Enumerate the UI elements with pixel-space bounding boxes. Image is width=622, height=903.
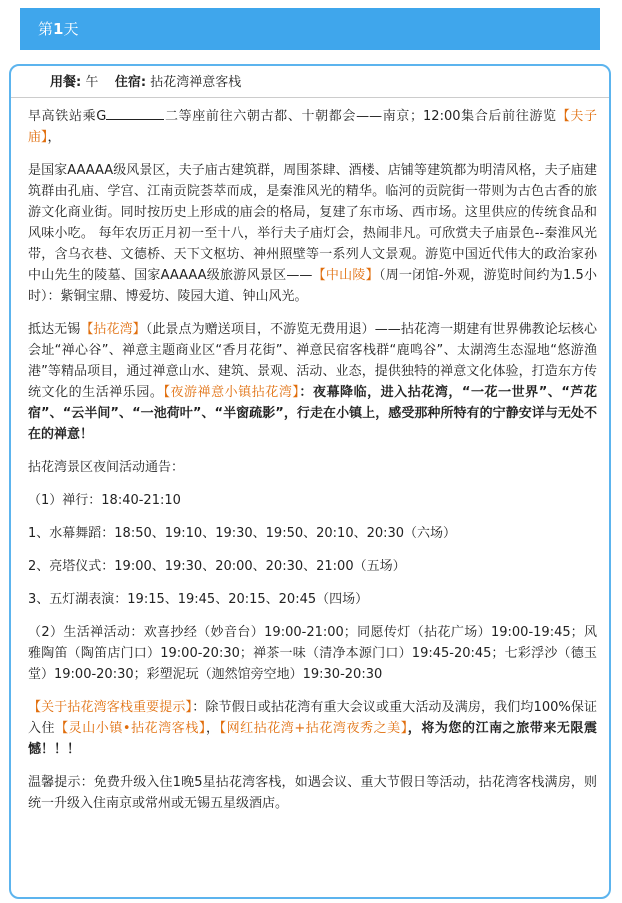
highlight-lingshan-inn: 【灵山小镇•拈花湾客栈】 xyxy=(55,721,206,736)
day-number: 1 xyxy=(53,20,64,38)
highlight-zhongshanling: 【中山陵】 xyxy=(312,268,379,283)
paragraph-lake-show: 3、五灯湖表演：19:15、19:45、20:15、20:45（四场） xyxy=(28,592,369,607)
stay-value: 拈花湾禅意客栈 xyxy=(150,75,242,90)
paragraph-tips: 温馨提示：免费升级入住1晚5星拈花湾客栈，如遇会议、重大节假日等活动，拈花湾客栈满房，则统一升级入住南京或常州或无锡五星级酒店。 xyxy=(28,775,597,811)
meal-stay-info xyxy=(50,70,597,97)
divider xyxy=(11,97,609,98)
paragraph-inn-notice: 【关于拈花湾客栈重要提示】：除节假日或拈花湾有重大会议或重大活动及满房，我们均100%保证入住【灵山小镇•拈花湾客栈】，【网红拈花湾+拈花湾夜秀之美】，将为您的江南之旅带来无限震憾！！！ xyxy=(28,700,597,757)
meal-value: 午 xyxy=(85,75,99,90)
itinerary-card xyxy=(9,64,611,899)
paragraph-zen-walk: （1）禅行：18:40-21:10 xyxy=(28,493,181,508)
stay-label: 住宿: xyxy=(114,75,147,90)
paragraph-water-dance: 1、水幕舞蹈：18:50、19:10、19:30、19:50、20:10、20:30（六场） xyxy=(28,526,457,541)
train-number-blank xyxy=(106,106,164,120)
paragraph-nianhuawan: 抵达无锡【拈花湾】（此景点为赠送项目，不游览无费用退）——拈花湾一期建有世界佛教论坛核心会址“禅心谷”、禅意主题商业区“香月花街”、禅意民宿客栈群“鹿鸣谷”、太湖湾生态湿地“悠游渔港”等精品项目，通过禅意山水、建筑、景观、活动、业态，提供独特的禅意文化体验，打造东方传统文化的生活禅乐园。【夜游禅意小镇拈花湾】：夜幕降临，进入拈花湾，“一花一世界”、“芦花宿”、“云半间”、“一池荷叶”、“半窗疏影”，行走在小镇上，感受那种所特有的宁静安详与无处不在的禅意！ xyxy=(28,322,597,442)
paragraph-departure: 早高铁站乘G 二等座前往六朝古都、十朝都会——南京；12:00集合后前往游览【夫子庙】， xyxy=(28,106,597,148)
meal-label: 用餐: xyxy=(50,75,82,90)
highlight-wanghong: 【网红拈花湾+拈花湾夜秀之美】 xyxy=(219,721,408,736)
highlight-night-tour: 【夜游禅意小镇拈花湾】 xyxy=(163,385,300,400)
paragraph-tower-lighting: 2、亮塔仪式：19:00、19:30、20:00、20:30、21:00（五场） xyxy=(28,559,406,574)
paragraph-life-zen: （2）生活禅活动：欢喜抄经（妙音台）19:00-21:00；同愿传灯（拈花广场）19:00-19:45；风雅陶笛（陶笛店门口）19:00-20:30；禅茶一味（清净本源门口）19:45-20:45；七彩浮沙（德玉堂）19:00-20:30；彩塑泥玩（迦然馆旁空地）19:30-20:30 xyxy=(28,625,597,682)
highlight-fuzimiao: 【夫子庙】 xyxy=(28,109,597,145)
highlight-inn-notice: 【关于拈花湾客栈重要提示】 xyxy=(28,700,193,715)
highlight-nianhuawan: 【拈花湾】 xyxy=(80,322,146,337)
paragraph-fuzimiao: 是国家AAAAA级风景区，夫子庙古建筑群，周围茶肆、酒楼、店铺等建筑都为明清风格，夫子庙建筑群由孔庙、学宫、江南贡院荟萃而成，是秦淮风光的精华。临河的贡院街一带则为古色古香的旅游文化商业街。同时按历史上形成的庙会的格局，复建了东市场、西市场。这里供应的传统食品和风味小吃。 每年农历正月初一至十八，举行夫子庙灯会，热闹非凡。可欣赏夫子庙景色--秦淮风光带，含乌衣巷、文德桥、天下文枢坊、神州照壁等一系列人文景观。游览中国近代伟大的政治家孙中山先生的陵墓、国家AAAAA级旅游风景区——【中山陵】（周一闭馆-外观，游览时间约为1.5小时）：紫铜宝鼎、博爱坊、陵园大道、钟山风光。 xyxy=(28,163,597,304)
day-header: 第1天 xyxy=(20,8,600,50)
paragraph-notice-title: 拈花湾景区夜间活动通告： xyxy=(28,460,185,475)
